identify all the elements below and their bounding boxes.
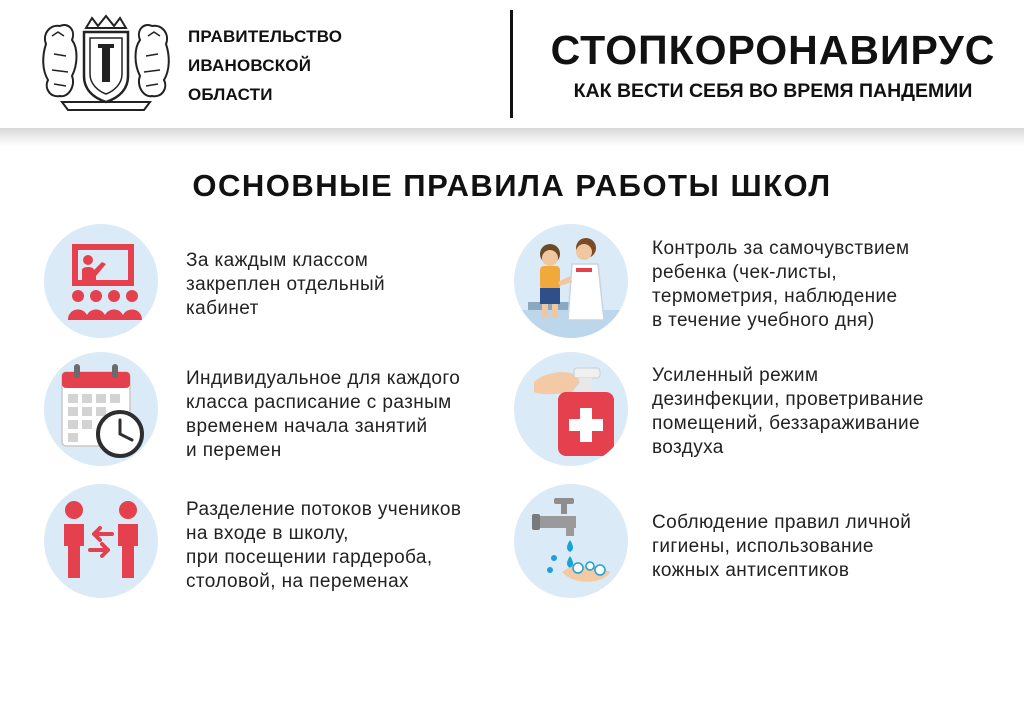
- people-flow-icon: [44, 484, 158, 598]
- rule-line: Усиленный режим: [652, 365, 819, 386]
- rule-line: в течение учебного дня): [652, 310, 875, 331]
- rule-line: Соблюдение правил личной: [652, 512, 912, 533]
- org-line: ПРАВИТЕЛЬСТВО: [188, 27, 343, 46]
- coat-of-arms-icon: [38, 14, 174, 114]
- rule-line: класса расписание с разным: [186, 392, 452, 413]
- calendar-clock-icon: [44, 352, 158, 466]
- rule-line: временем начала занятий: [186, 416, 428, 437]
- header-divider: [510, 10, 513, 118]
- rule-text: [186, 498, 461, 594]
- rule-line: на входе в школу,: [186, 523, 349, 544]
- brand-title: СТОПКОРОНАВИРУС: [550, 27, 996, 73]
- rule-text: [652, 364, 924, 460]
- header-shadow: [0, 128, 1024, 146]
- organization-name: [188, 22, 342, 109]
- rule-line: Индивидуальное для каждого: [186, 368, 461, 389]
- rule-text: [186, 249, 385, 321]
- rule-line: закреплен отдельный: [186, 274, 386, 295]
- handwash-icon: [514, 484, 628, 598]
- rule-line: Разделение потоков учеников: [186, 499, 462, 520]
- sanitizer-icon: [514, 352, 628, 466]
- org-line: ИВАНОВСКОЙ: [188, 56, 312, 75]
- rule-line: кабинет: [186, 298, 259, 319]
- org-line: ОБЛАСТИ: [188, 85, 273, 104]
- rule-line: дезинфекции, проветривание: [652, 389, 924, 410]
- page-title: ОСНОВНЫЕ ПРАВИЛА РАБОТЫ ШКОЛ: [192, 168, 832, 203]
- rule-text: [186, 367, 460, 463]
- rule-line: кожных антисептиков: [652, 560, 850, 581]
- rule-line: воздуха: [652, 437, 724, 458]
- rule-line: и перемен: [186, 440, 282, 461]
- rule-line: помещений, беззараживание: [652, 413, 920, 434]
- rule-line: столовой, на переменах: [186, 571, 409, 592]
- rule-line: гигиены, использование: [652, 536, 874, 557]
- rule-line: термометрия, наблюдение: [652, 286, 898, 307]
- rule-text: [652, 237, 909, 333]
- rule-line: Контроль за самочувствием: [652, 238, 910, 259]
- rule-text: [652, 511, 911, 583]
- brand-subtitle: КАК ВЕСТИ СЕБЯ ВО ВРЕМЯ ПАНДЕМИИ: [573, 80, 973, 102]
- doctor-child-icon: [514, 224, 628, 338]
- rule-line: За каждым классом: [186, 250, 369, 271]
- rule-line: при посещении гардероба,: [186, 547, 433, 568]
- rule-line: ребенка (чек-листы,: [652, 262, 838, 283]
- classroom-icon: [44, 224, 158, 338]
